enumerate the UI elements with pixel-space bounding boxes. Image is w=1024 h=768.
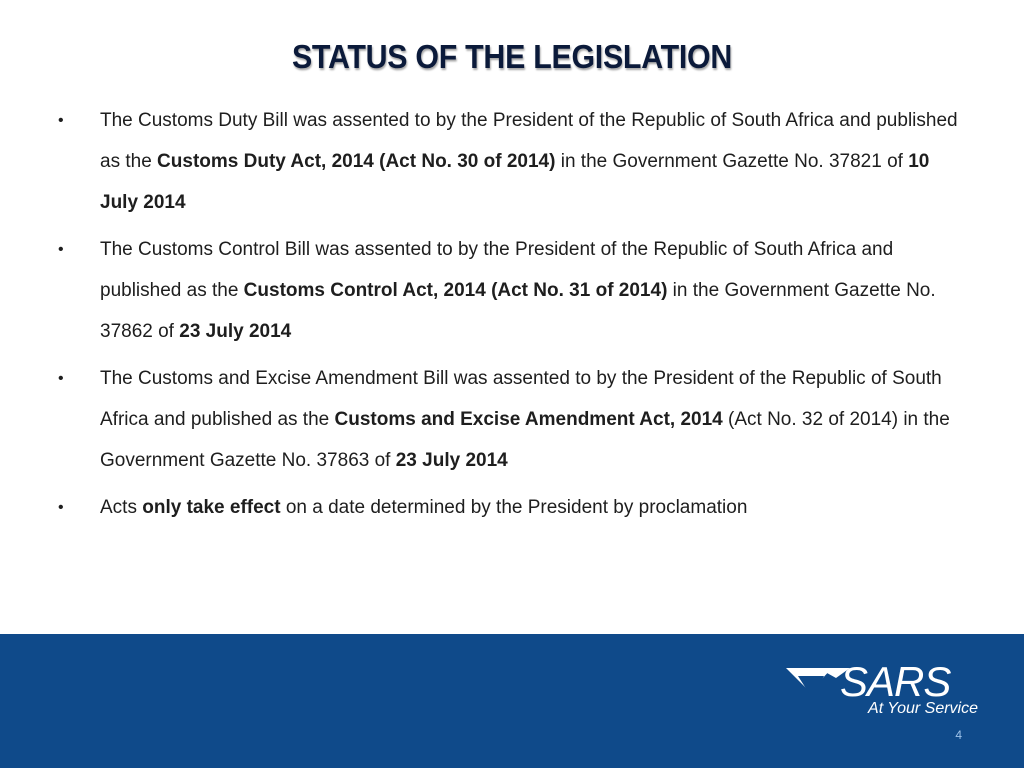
body-text: The Customs Control Bill was assented to by the President of the Republic of South Africa and published as the [100,239,894,301]
body-text: on a date determined by the President by proclamation [280,497,748,518]
body-text: in the Government Gazette No. 37862 of [100,280,936,342]
body-text: Acts [100,497,143,518]
bullet-marker: • [58,241,64,258]
bullet-item [58,229,968,352]
bullet-marker: • [58,499,64,516]
page-number: 4 [955,728,962,742]
body-text: in the Government Gazette No. 37821 of [555,151,909,172]
bold-text: Customs Control Act, 2014 (Act No. 31 of 2014) [243,280,668,301]
body-text: The Customs Duty Bill was assented to by the President of the Republic of South Africa and published as the [100,110,958,172]
body-text: (Act No. 32 of 2014) in the Government Gazette No. 37863 of [100,409,950,471]
tagline: At Your Service [868,700,978,717]
bullet-marker: • [58,370,64,387]
bold-text: only take effect [142,497,281,518]
bold-text: 23 July 2014 [179,321,292,342]
bold-text: 10 July 2014 [100,151,930,213]
body-text: The Customs and Excise Amendment Bill was assented to by the President of the Republic of South Africa and published as the [100,368,942,430]
bold-text: 23 July 2014 [395,450,508,471]
bullet-item [58,100,968,223]
logo-text: SARS [840,658,951,705]
footer-bar [0,634,1024,768]
bullet-item [58,487,968,528]
slide-title: STATUS OF THE LEGISLATION [291,38,733,75]
bullet-item [58,358,968,481]
bold-text: Customs and Excise Amendment Act, 2014 [334,409,723,430]
bullet-marker: • [58,112,64,129]
bullet-list [58,100,968,534]
bold-text: Customs Duty Act, 2014 (Act No. 30 of 2014) [157,151,556,172]
